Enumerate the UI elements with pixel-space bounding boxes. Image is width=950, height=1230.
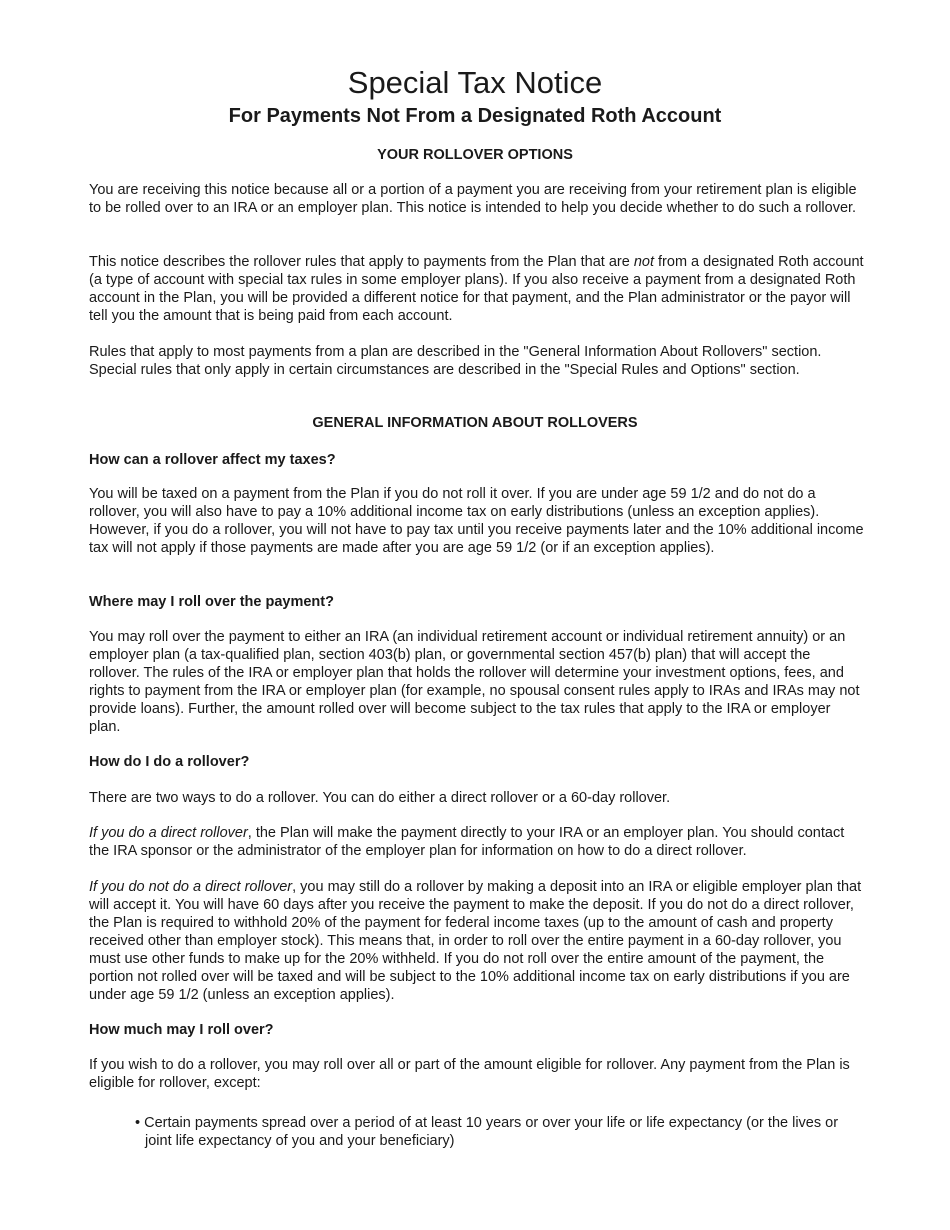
paragraph-direct-rollover [89,824,865,860]
paragraph-roth-notice-start: This notice describes the rollover rules that apply to payments from the Plan that are [89,254,634,270]
answer-how-much: If you wish to do a rollover, you may roll over all or part of the amount eligible for rollover. Any payment from the Plan is eligible for rollover, except: [89,1057,850,1091]
list-item: • Certain payments spread over a period of at least 10 years or over your life or life expectancy (or the lives or joint life expectancy of you and your beneficiary) [135,1115,839,1149]
question-how-rollover: How do I do a rollover? [89,754,250,770]
paragraph-no-direct-rollover [89,878,865,1004]
paragraph-intro: You are receiving this notice because all or a portion of a payment you are receiving from your retirement plan is eligible to be rolled over to an IRA or an employer plan. This notice is intended to help you decide whether to do such a rollover. [89,182,857,216]
paragraph-rules-overview: Rules that apply to most payments from a plan are described in the "General Information About Rollovers" section. Special rules that only apply in certain circumstances are described in the "Special Rules and Options" section. [89,344,822,378]
emphasis-direct-rollover: If you do a direct rollover [89,825,248,841]
question-taxes: How can a rollover affect my taxes? [89,452,336,468]
page-subtitle: For Payments Not From a Designated Roth Account [228,105,722,127]
section-heading-general-info: GENERAL INFORMATION ABOUT ROLLOVERS [312,415,638,431]
paragraph-direct-rollover-text: , the Plan will make the payment directly to your IRA or an employer plan. You should contact the IRA sponsor or the administrator of the employer plan for information on how to do a direct rollover. [89,825,845,859]
question-how-much: How much may I roll over? [89,1022,274,1038]
emphasis-not: not [633,254,654,270]
page-title: Special Tax Notice [347,65,603,100]
emphasis-no-direct-rollover: If you do not do a direct rollover [89,879,293,895]
question-where-roll-over: Where may I roll over the payment? [89,594,334,610]
paragraph-no-direct-rollover-text: , you may still do a rollover by making a deposit into an IRA or eligible employer plan that will accept it. You will have 60 days after you receive the payment to make the deposit. If you do not do a direct rollover, the Plan is required to withhold 20% of the payment for federal income taxes (up to the amount of cash and property received other than employer stock). This means that, in order to roll over the entire payment in a 60-day rollover, you must use other funds to make up for the 20% withheld. If you do not roll over the entire amount of the payment, the portion not rolled over will be taxed and will be subject to the 10% additional income tax on early distributions if you are under age 59 1/2 (unless an exception applies). [89,879,862,1003]
paragraph-roth-notice-end: from a designated Roth account (a type of account with special tax rules in some employer plans). If you also receive a payment from a designated Roth account in the Plan, you will be provided a different notice for that payment, and the Plan administrator or the payor will tell you the amount that is being paid from each account. [89,254,864,324]
answer-where-roll-over: You may roll over the payment to either an IRA (an individual retirement account or individual retirement annuity) or an employer plan (a tax-qualified plan, section 403(b) plan, or governmental section 457(b) plan) that will accept the rollover. The rules of the IRA or employer plan that holds the rollover will determine your investment options, fees, and rights to payment from the IRA or employer plan (for example, no spousal consent rules apply to IRAs and IRAs may not provide loans). Further, the amount rolled over will become subject to the tax rules that apply to the IRA or employer plan. [89,629,860,735]
paragraph-roth-notice [89,253,865,325]
answer-two-ways: There are two ways to do a rollover. You can do either a direct rollover or a 60-day rollover. [89,790,671,806]
section-heading-rollover-options: YOUR ROLLOVER OPTIONS [377,147,573,163]
answer-taxes: You will be taxed on a payment from the Plan if you do not roll it over. If you are under age 59 1/2 and do not do a rollover, you will also have to pay a 10% additional income tax on early distributions (unless an exception applies). However, if you do a rollover, you will not have to pay tax until you receive payments later and the 10% additional income tax will not apply if those payments are made after you are age 59 1/2 (or if an exception applies). [89,486,864,556]
